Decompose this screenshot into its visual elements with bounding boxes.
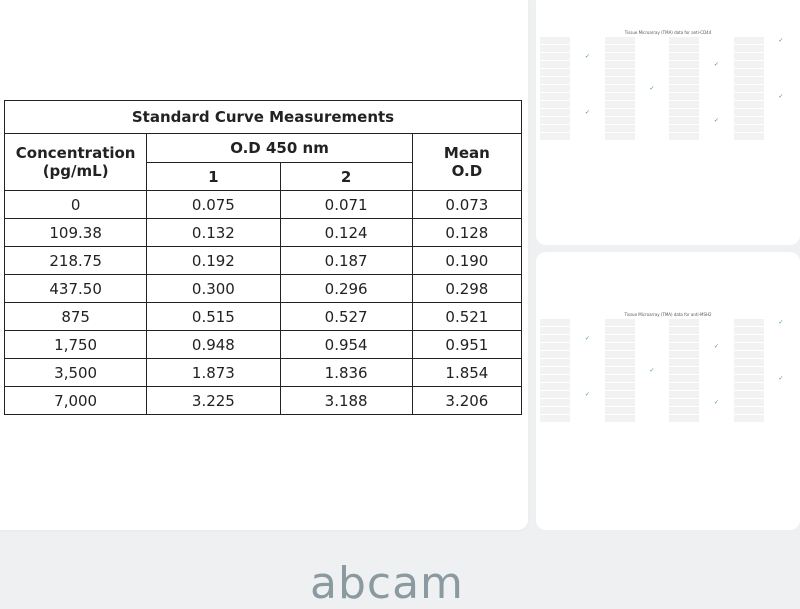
tma-cell: ✓ [572,335,602,342]
tma-cell [734,351,764,358]
tma-cell [637,383,667,390]
tma-cell [605,101,635,108]
tma-cell [734,383,764,390]
cell-replicate-2: 0.187 [280,247,412,275]
tma-cell [572,37,602,44]
tma-cell [605,53,635,60]
tma-cell [669,109,699,116]
tma-cell [766,61,796,68]
tma-cell [637,399,667,406]
tma-cell [637,415,667,422]
tma-cell [540,375,570,382]
cell-concentration: 109.38 [5,219,147,247]
tma-cell [572,343,602,350]
tma-cell [572,351,602,358]
tma-cell [734,61,764,68]
tma-cell [701,109,731,116]
tma-cell [605,415,635,422]
tma-cell [734,125,764,132]
tma-cell [637,117,667,124]
tma-cell [669,61,699,68]
tma-cell [540,327,570,334]
tma-cell [540,399,570,406]
tma-cell [540,359,570,366]
cell-concentration: 3,500 [5,359,147,387]
tma-cell [572,367,602,374]
tma-cell [540,319,570,326]
tma-cell [766,335,796,342]
tma-cell [766,133,796,140]
tma-cell [766,407,796,414]
table-row [5,359,522,387]
tma-cell [669,101,699,108]
tma-cell: ✓ [637,367,667,374]
tma-cell [540,45,570,52]
tma-cell [669,53,699,60]
tma-cell [572,93,602,100]
cell-mean: 0.190 [412,247,521,275]
tma-grid [540,319,796,422]
tma-table-msh2 [540,312,796,422]
tma-cell [605,125,635,132]
tma-cell [669,407,699,414]
tma-cell [637,359,667,366]
tma-title: Tissue Microarray (TMA) data for anti-CD44 [624,30,712,35]
cell-replicate-2: 0.071 [280,191,412,219]
cell-replicate-1: 0.948 [147,331,280,359]
tma-cell [540,101,570,108]
tma-title: Tissue Microarray (TMA) data for anti-MSH2 [624,312,712,317]
tma-cell [701,327,731,334]
tma-cell [637,109,667,116]
table-row [5,331,522,359]
cell-replicate-1: 0.515 [147,303,280,331]
tma-cell [540,77,570,84]
cell-mean: 0.128 [412,219,521,247]
cell-mean: 0.521 [412,303,521,331]
tma-cell [669,343,699,350]
tma-cell [734,69,764,76]
tma-cell [605,407,635,414]
tma-cell [540,117,570,124]
cell-replicate-1: 0.300 [147,275,280,303]
tma-cell: ✓ [701,61,731,68]
tma-cell [540,37,570,44]
tma-cell [637,375,667,382]
tma-cell [540,133,570,140]
tma-cell [605,319,635,326]
cell-mean: 1.854 [412,359,521,387]
tma-cell [669,77,699,84]
tma-cell [701,101,731,108]
tma-cell [669,45,699,52]
tma-cell [637,61,667,68]
tma-cell [605,335,635,342]
tma-cell [637,351,667,358]
tma-cell [605,109,635,116]
cell-replicate-1: 1.873 [147,359,280,387]
tma-cell [540,69,570,76]
tma-cell [669,399,699,406]
tma-cell [701,37,731,44]
header-replicate-1: 1 [147,163,280,191]
tma-cell [605,133,635,140]
tma-cell [669,391,699,398]
tma-cell [701,367,731,374]
tma-cell [605,77,635,84]
tma-cell [669,375,699,382]
tma-cell [572,117,602,124]
tma-cell [701,391,731,398]
tma-cell [766,327,796,334]
tma-cell [637,101,667,108]
tma-cell [701,375,731,382]
cell-mean: 0.073 [412,191,521,219]
tma-cell [572,407,602,414]
tma-cell [734,77,764,84]
tma-cell [734,53,764,60]
tma-cell [734,375,764,382]
tma-cell [637,343,667,350]
tma-cell [605,375,635,382]
tma-cell [605,61,635,68]
tma-cell [605,359,635,366]
header-replicate-2: 2 [280,163,412,191]
tma-cell [605,117,635,124]
tma-cell [637,69,667,76]
table-row [5,219,522,247]
tma-cell [637,335,667,342]
tma-cell [540,109,570,116]
cell-replicate-2: 0.954 [280,331,412,359]
table-row [5,275,522,303]
cell-concentration: 7,000 [5,387,147,415]
tma-cell [572,125,602,132]
tma-cell [669,415,699,422]
tma-cell [637,327,667,334]
tma-cell [669,37,699,44]
table-title: Standard Curve Measurements [5,101,522,134]
tma-cell [605,327,635,334]
tma-cell [766,367,796,374]
tma-cell [669,69,699,76]
tma-cell [766,85,796,92]
tma-table-cd44 [540,30,796,140]
cell-replicate-1: 0.192 [147,247,280,275]
tma-cell [572,399,602,406]
tma-cell [540,367,570,374]
cell-concentration: 875 [5,303,147,331]
tma-cell [766,399,796,406]
tma-cell [766,117,796,124]
table-row [5,247,522,275]
header-od: O.D 450 nm [147,134,413,163]
tma-cell [701,45,731,52]
tma-cell [540,53,570,60]
tma-cell [637,53,667,60]
tma-cell [734,359,764,366]
tma-cell [766,125,796,132]
cell-mean: 0.951 [412,331,521,359]
tma-cell [572,375,602,382]
tma-cell [701,351,731,358]
tma-cell [669,335,699,342]
tma-cell [669,327,699,334]
tma-cell [540,61,570,68]
tma-cell [734,367,764,374]
tma-cell [701,77,731,84]
cell-replicate-1: 0.132 [147,219,280,247]
tma-cell [637,37,667,44]
tma-cell [637,319,667,326]
abcam-logo: abcam [310,558,464,609]
tma-cell [734,85,764,92]
tma-cell [572,101,602,108]
cell-replicate-2: 1.836 [280,359,412,387]
tma-cell [734,93,764,100]
tma-cell [734,319,764,326]
tma-cell [734,327,764,334]
tma-cell [669,117,699,124]
tma-cell [605,69,635,76]
tma-cell [540,383,570,390]
tma-cell: ✓ [701,399,731,406]
tma-cell [766,77,796,84]
tma-cell [540,391,570,398]
tma-cell [605,367,635,374]
tma-cell [701,359,731,366]
tma-cell [572,85,602,92]
tma-cell [605,351,635,358]
tma-cell [734,335,764,342]
tma-cell [572,383,602,390]
tma-cell: ✓ [766,37,796,44]
tma-cell [766,109,796,116]
tma-cell [734,117,764,124]
tma-cell [766,351,796,358]
tma-cell [669,367,699,374]
tma-cell: ✓ [572,109,602,116]
tma-cell [669,133,699,140]
tma-cell [572,319,602,326]
tma-cell [701,85,731,92]
tma-card-msh2 [536,252,800,530]
tma-cell [637,391,667,398]
tma-cell [734,399,764,406]
tma-cell [637,45,667,52]
tma-cell [669,85,699,92]
cell-replicate-1: 3.225 [147,387,280,415]
header-concentration: Concentration (pg/mL) [5,134,147,191]
tma-cell [540,415,570,422]
table-row [5,303,522,331]
cell-mean: 0.298 [412,275,521,303]
tma-cell [734,343,764,350]
tma-cell [701,69,731,76]
tma-cell [766,101,796,108]
cell-replicate-2: 0.124 [280,219,412,247]
standard-curve-table [4,100,522,415]
tma-cell: ✓ [572,53,602,60]
tma-cell [605,399,635,406]
tma-cell: ✓ [701,343,731,350]
tma-cell [637,93,667,100]
tma-cell [669,359,699,366]
tma-cell [766,415,796,422]
tma-cell: ✓ [637,85,667,92]
tma-cell [701,125,731,132]
tma-cell [766,69,796,76]
tma-cell [734,101,764,108]
tma-cell [669,93,699,100]
tma-cell [572,61,602,68]
tma-card-cd44 [536,0,800,245]
tma-cell: ✓ [766,319,796,326]
tma-cell [605,93,635,100]
tma-cell: ✓ [572,391,602,398]
tma-cell [701,93,731,100]
tma-cell [572,77,602,84]
cell-mean: 3.206 [412,387,521,415]
tma-cell: ✓ [766,93,796,100]
tma-cell [669,383,699,390]
cell-replicate-2: 3.188 [280,387,412,415]
tma-cell [766,391,796,398]
tma-cell [540,351,570,358]
tma-cell [701,415,731,422]
cell-concentration: 437.50 [5,275,147,303]
tma-cell [572,327,602,334]
tma-cell [766,343,796,350]
tma-cell [605,45,635,52]
tma-cell [637,125,667,132]
tma-cell [734,45,764,52]
cell-replicate-1: 0.075 [147,191,280,219]
tma-cell [637,407,667,414]
tma-cell [766,359,796,366]
tma-cell [605,383,635,390]
tma-cell [605,391,635,398]
tma-cell [701,407,731,414]
tma-cell [540,407,570,414]
tma-cell [540,85,570,92]
tma-cell [637,77,667,84]
cell-replicate-2: 0.527 [280,303,412,331]
tma-cell [572,69,602,76]
table-row [5,191,522,219]
tma-cell [540,335,570,342]
table-row [5,387,522,415]
tma-cell [701,133,731,140]
tma-cell [572,45,602,52]
tma-cell: ✓ [766,375,796,382]
cell-concentration: 218.75 [5,247,147,275]
header-mean: Mean O.D [412,134,521,191]
tma-cell [572,359,602,366]
tma-cell [701,319,731,326]
tma-cell [572,415,602,422]
tma-cell [605,343,635,350]
tma-cell [734,109,764,116]
tma-cell [669,319,699,326]
tma-cell [701,383,731,390]
tma-cell [701,335,731,342]
tma-cell [572,133,602,140]
tma-cell [734,133,764,140]
tma-cell [637,133,667,140]
tma-cell [605,85,635,92]
tma-cell [669,351,699,358]
tma-grid [540,37,796,140]
tma-cell [540,93,570,100]
tma-cell [669,125,699,132]
tma-cell [540,125,570,132]
tma-cell [766,383,796,390]
tma-cell [734,415,764,422]
tma-cell [734,391,764,398]
tma-cell [605,37,635,44]
tma-cell [734,37,764,44]
tma-cell [734,407,764,414]
tma-cell: ✓ [701,117,731,124]
cell-replicate-2: 0.296 [280,275,412,303]
tma-cell [701,53,731,60]
tma-cell [766,53,796,60]
cell-concentration: 0 [5,191,147,219]
tma-cell [766,45,796,52]
tma-cell [540,343,570,350]
cell-concentration: 1,750 [5,331,147,359]
